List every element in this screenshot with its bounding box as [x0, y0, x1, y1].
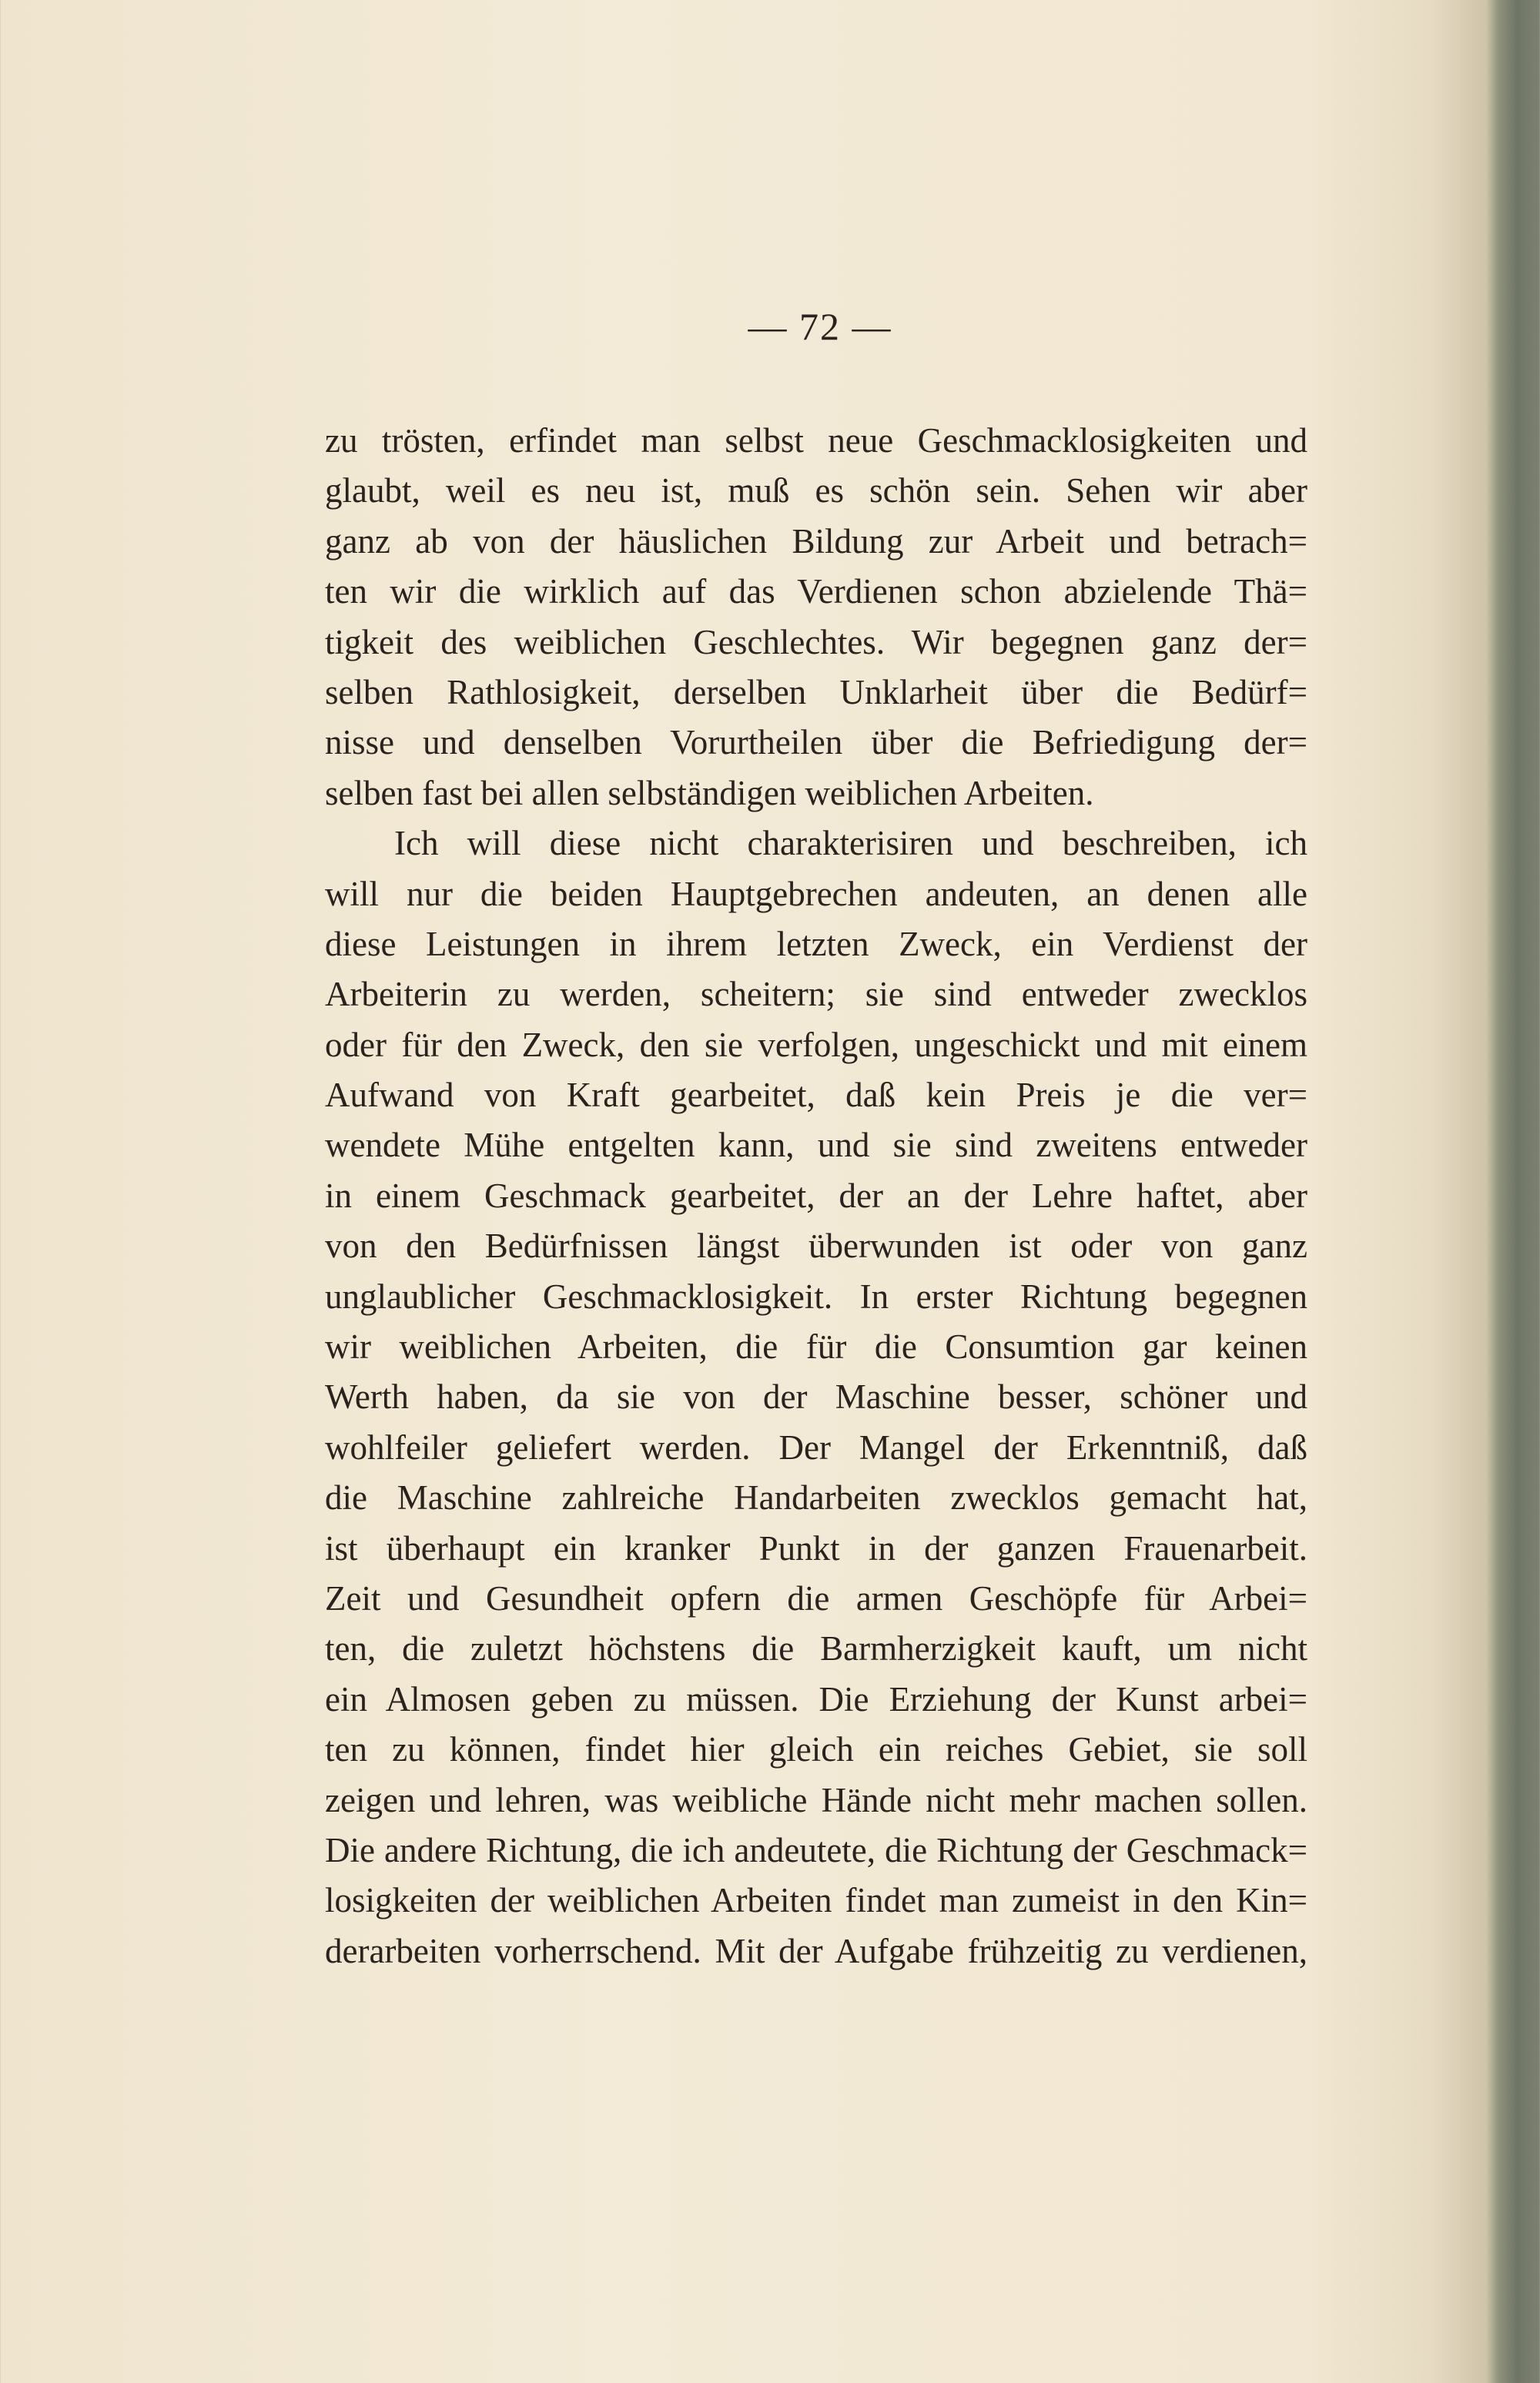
text-line: ein Almosen geben zu müssen. Die Erziehung der Kunst arbei=: [325, 1679, 1307, 1719]
text-line: diese Leistungen in ihrem letzten Zweck, ein Verdienst der: [325, 924, 1307, 963]
page-number: — 72 —: [748, 305, 892, 348]
text-line: losigkeiten der weiblichen Arbeiten findet man zumeist in den Kin=: [325, 1881, 1307, 1920]
body-text: [325, 416, 1307, 1976]
text-line: will nur die beiden Hauptgebrechen andeuten, an denen alle: [325, 874, 1307, 913]
text-line: ten wir die wirklich auf das Verdienen schon abzielende Thä=: [325, 572, 1307, 611]
text-line: selben Rathlosigkeit, derselben Unklarheit über die Bedürf=: [325, 672, 1307, 711]
text-line: Ich will diese nicht charakterisiren und beschreiben, ich: [394, 824, 1307, 863]
text-line: Die andere Richtung, die ich andeutete, die Richtung der Geschmack=: [325, 1830, 1307, 1869]
text-line: die Maschine zahlreiche Handarbeiten zwecklos gemacht hat,: [325, 1478, 1307, 1518]
text-line: in einem Geschmack gearbeitet, der an der Lehre haftet, aber: [325, 1176, 1307, 1215]
text-line: von den Bedürfnissen längst überwunden ist oder von ganz: [325, 1227, 1307, 1266]
text-line: zu trösten, erfindet man selbst neue Geschmacklosigkeiten und: [325, 421, 1307, 460]
text-line: ten zu können, findet hier gleich ein reiches Gebiet, sie soll: [325, 1730, 1307, 1769]
text-line: glaubt, weil es neu ist, muß es schön sein. Sehen wir aber: [325, 471, 1307, 510]
text-line: unglaublicher Geschmacklosigkeit. In erster Richtung begegnen: [325, 1277, 1307, 1316]
text-line: zeigen und lehren, was weibliche Hände nicht mehr machen sollen.: [325, 1780, 1307, 1819]
text-line: derarbeiten vorherrschend. Mit der Aufgabe frühzeitig zu verdienen,: [325, 1931, 1307, 1970]
text-line: Zeit und Gesundheit opfern die armen Geschöpfe für Arbei=: [325, 1578, 1307, 1618]
text-line: Aufwand von Kraft gearbeitet, daß kein Preis je die ver=: [325, 1076, 1307, 1115]
text-line: wir weiblichen Arbeiten, die für die Consumtion gar keinen: [325, 1327, 1307, 1367]
text-line: wendete Mühe entgelten kann, und sie sind zweitens entweder: [325, 1126, 1307, 1165]
text-line: ganz ab von der häuslichen Bildung zur Arbeit und betrach=: [325, 521, 1307, 561]
text-line: Arbeiterin zu werden, scheitern; sie sind entweder zwecklos: [325, 975, 1307, 1014]
text-line: ten, die zuletzt höchstens die Barmherzigkeit kauft, um nicht: [325, 1629, 1307, 1668]
text-line: nisse und denselben Vorurtheilen über die Befriedigung der=: [325, 723, 1307, 762]
text-line: oder für den Zweck, den sie verfolgen, ungeschickt und mit einem: [325, 1025, 1307, 1064]
text-line: Werth haben, da sie von der Maschine besser, schöner und: [325, 1377, 1307, 1417]
text-line: tigkeit des weiblichen Geschlechtes. Wir begegnen ganz der=: [325, 622, 1307, 661]
text-line: selben fast bei allen selbständigen weiblichen Arbeiten.: [325, 773, 1094, 812]
text-line: wohlfeiler geliefert werden. Der Mangel der Erkenntniß, daß: [325, 1427, 1307, 1467]
text-line: ist überhaupt ein kranker Punkt in der ganzen Frauenarbeit.: [325, 1528, 1307, 1568]
